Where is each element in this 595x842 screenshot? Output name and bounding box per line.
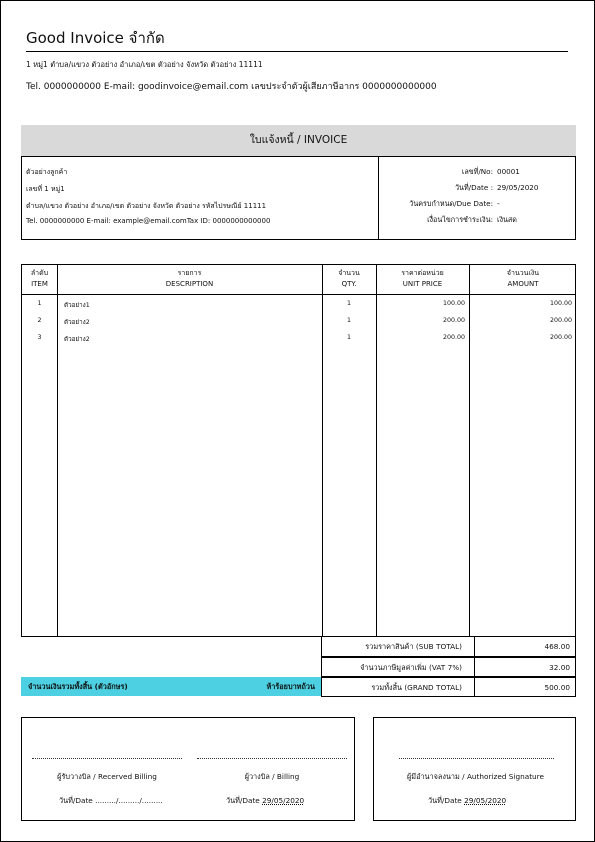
row-description: ตัวอย่าง2 (64, 319, 90, 326)
row-description: ตัวอย่าง1 (64, 302, 90, 309)
signature-line (399, 758, 554, 760)
customer-contact: Tel. 0000000000 E-mail: example@email.comTax ID: 0000000000000 (26, 217, 271, 225)
row-unit-price: 200.00 (442, 317, 465, 324)
vat-value: 32.00 (549, 663, 570, 672)
amount-in-words-value: ห้าร้อยบาทถ้วน (266, 682, 315, 691)
header-row-divider (22, 294, 575, 295)
grand-total-row (321, 677, 576, 697)
grand-total-label: รวมทั้งสิ้น (GRAND TOTAL) (322, 678, 475, 696)
header-unit-price-th: ราคาต่อหน่วย (401, 269, 444, 277)
header-qty-en: QTY. (341, 280, 357, 288)
header-item (22, 268, 57, 290)
items-table (21, 264, 576, 637)
billing-label: ผู้วางบิล / Billing (244, 772, 300, 781)
date-label: วันที่/Date (59, 796, 93, 805)
header-description-en: DESCRIPTION (165, 280, 214, 288)
date-value: ........./........./......... (95, 796, 163, 805)
meta-label: เงื่อนไขการชำระเงิน: (427, 215, 493, 224)
row-description: ตัวอย่าง2 (64, 336, 90, 343)
authorized-signature-label: ผู้มีอำนาจลงนาม / Authorized Signature (406, 772, 545, 781)
received-billing-date (59, 796, 163, 807)
meta-value: 00001 (497, 167, 520, 176)
header-description-th: รายการ (177, 269, 202, 277)
meta-label: วันครบกำหนด/Due Date: (409, 199, 493, 208)
vat-label: จำนวนภาษีมูลค่าเพิ่ม (VAT 7%) (322, 658, 475, 676)
date-label: วันที่/Date (226, 796, 260, 805)
amount-in-words-label: จำนวนเงินรวมทั้งสิ้น (ตัวอักษร) (28, 682, 128, 691)
authorized-date (428, 796, 506, 807)
company-address: 1 หมู่1 ตำบล/แขวง ตัวอย่าง อำเภอ/เขต ตัวอย่าง จังหวัด ตัวอย่าง 11111 (26, 60, 263, 69)
header-item-th: ลำดับ (30, 269, 49, 277)
meta-value: - (497, 199, 500, 208)
subtotal-value: 468.00 (544, 642, 570, 651)
row-item: 3 (37, 334, 42, 341)
row-unit-price: 200.00 (442, 334, 465, 341)
document-title: ใบแจ้งหนี้ / INVOICE (249, 134, 348, 146)
meta-payment-terms (379, 215, 577, 229)
header-divider (26, 51, 568, 52)
received-billing-label: ผู้รับวางบิล / Recerved Billing (57, 772, 157, 781)
meta-due-date (379, 199, 577, 213)
signature-line (32, 758, 182, 760)
meta-value: เงินสด (497, 215, 517, 224)
company-contact: Tel. 0000000000 E-mail: goodinvoice@email.com เลขประจำตัวผู้เสียภาษีอากร 0000000000000 (26, 82, 437, 92)
signature-line (197, 758, 347, 760)
header-amount-th: จำนวนเงิน (506, 269, 540, 277)
customer-name: ตัวอย่างลูกค้า (26, 168, 68, 176)
row-item: 2 (37, 317, 42, 324)
meta-value: 29/05/2020 (497, 183, 539, 192)
column-divider (57, 265, 58, 636)
customer-address-line1: เลขที่ 1 หมู่1 (26, 185, 65, 193)
row-qty: 1 (346, 300, 351, 307)
row-amount: 100.00 (549, 300, 572, 307)
meta-label: เลขที่/No: (461, 167, 493, 176)
date-label: วันที่/Date (428, 796, 462, 805)
header-unit-price (376, 268, 469, 290)
date-value: 29/05/2020 (464, 796, 507, 805)
row-amount: 200.00 (549, 334, 572, 341)
meta-invoice-no (379, 167, 577, 181)
row-unit-price: 100.00 (442, 300, 465, 307)
date-value: 29/05/2020 (262, 796, 305, 805)
header-item-en: ITEM (31, 280, 48, 288)
row-qty: 1 (346, 317, 351, 324)
customer-info-box (21, 157, 576, 240)
amount-in-words-bar (21, 677, 321, 696)
header-unit-price-en: UNIT PRICE (402, 280, 443, 288)
customer-details (22, 157, 379, 239)
row-qty: 1 (346, 334, 351, 341)
customer-address-line2: ตำบล/แขวง ตัวอย่าง อำเภอ/เขต ตัวอย่าง จังหวัด ตัวอย่าง รหัสไปรษณีย์ 11111 (26, 202, 267, 210)
authorized-signature-box (373, 717, 576, 821)
meta-date (379, 183, 577, 197)
vat-row (321, 657, 576, 677)
header-amount (469, 268, 577, 290)
billing-signature-box (21, 717, 355, 821)
header-description (57, 268, 322, 290)
header-qty (322, 268, 376, 290)
grand-total-value: 500.00 (544, 683, 570, 692)
subtotal-row (321, 637, 576, 657)
header-amount-en: AMOUNT (507, 280, 539, 288)
meta-label: วันที่/Date : (455, 183, 493, 192)
subtotal-label: รวมราคาสินค้า (SUB TOTAL) (322, 637, 475, 656)
header-qty-th: จำนวน (338, 269, 360, 277)
row-amount: 200.00 (549, 317, 572, 324)
company-name: Good Invoice จำกัด (26, 29, 165, 47)
document-title-bar (21, 125, 576, 157)
billing-date (226, 796, 304, 807)
row-item: 1 (37, 300, 42, 307)
